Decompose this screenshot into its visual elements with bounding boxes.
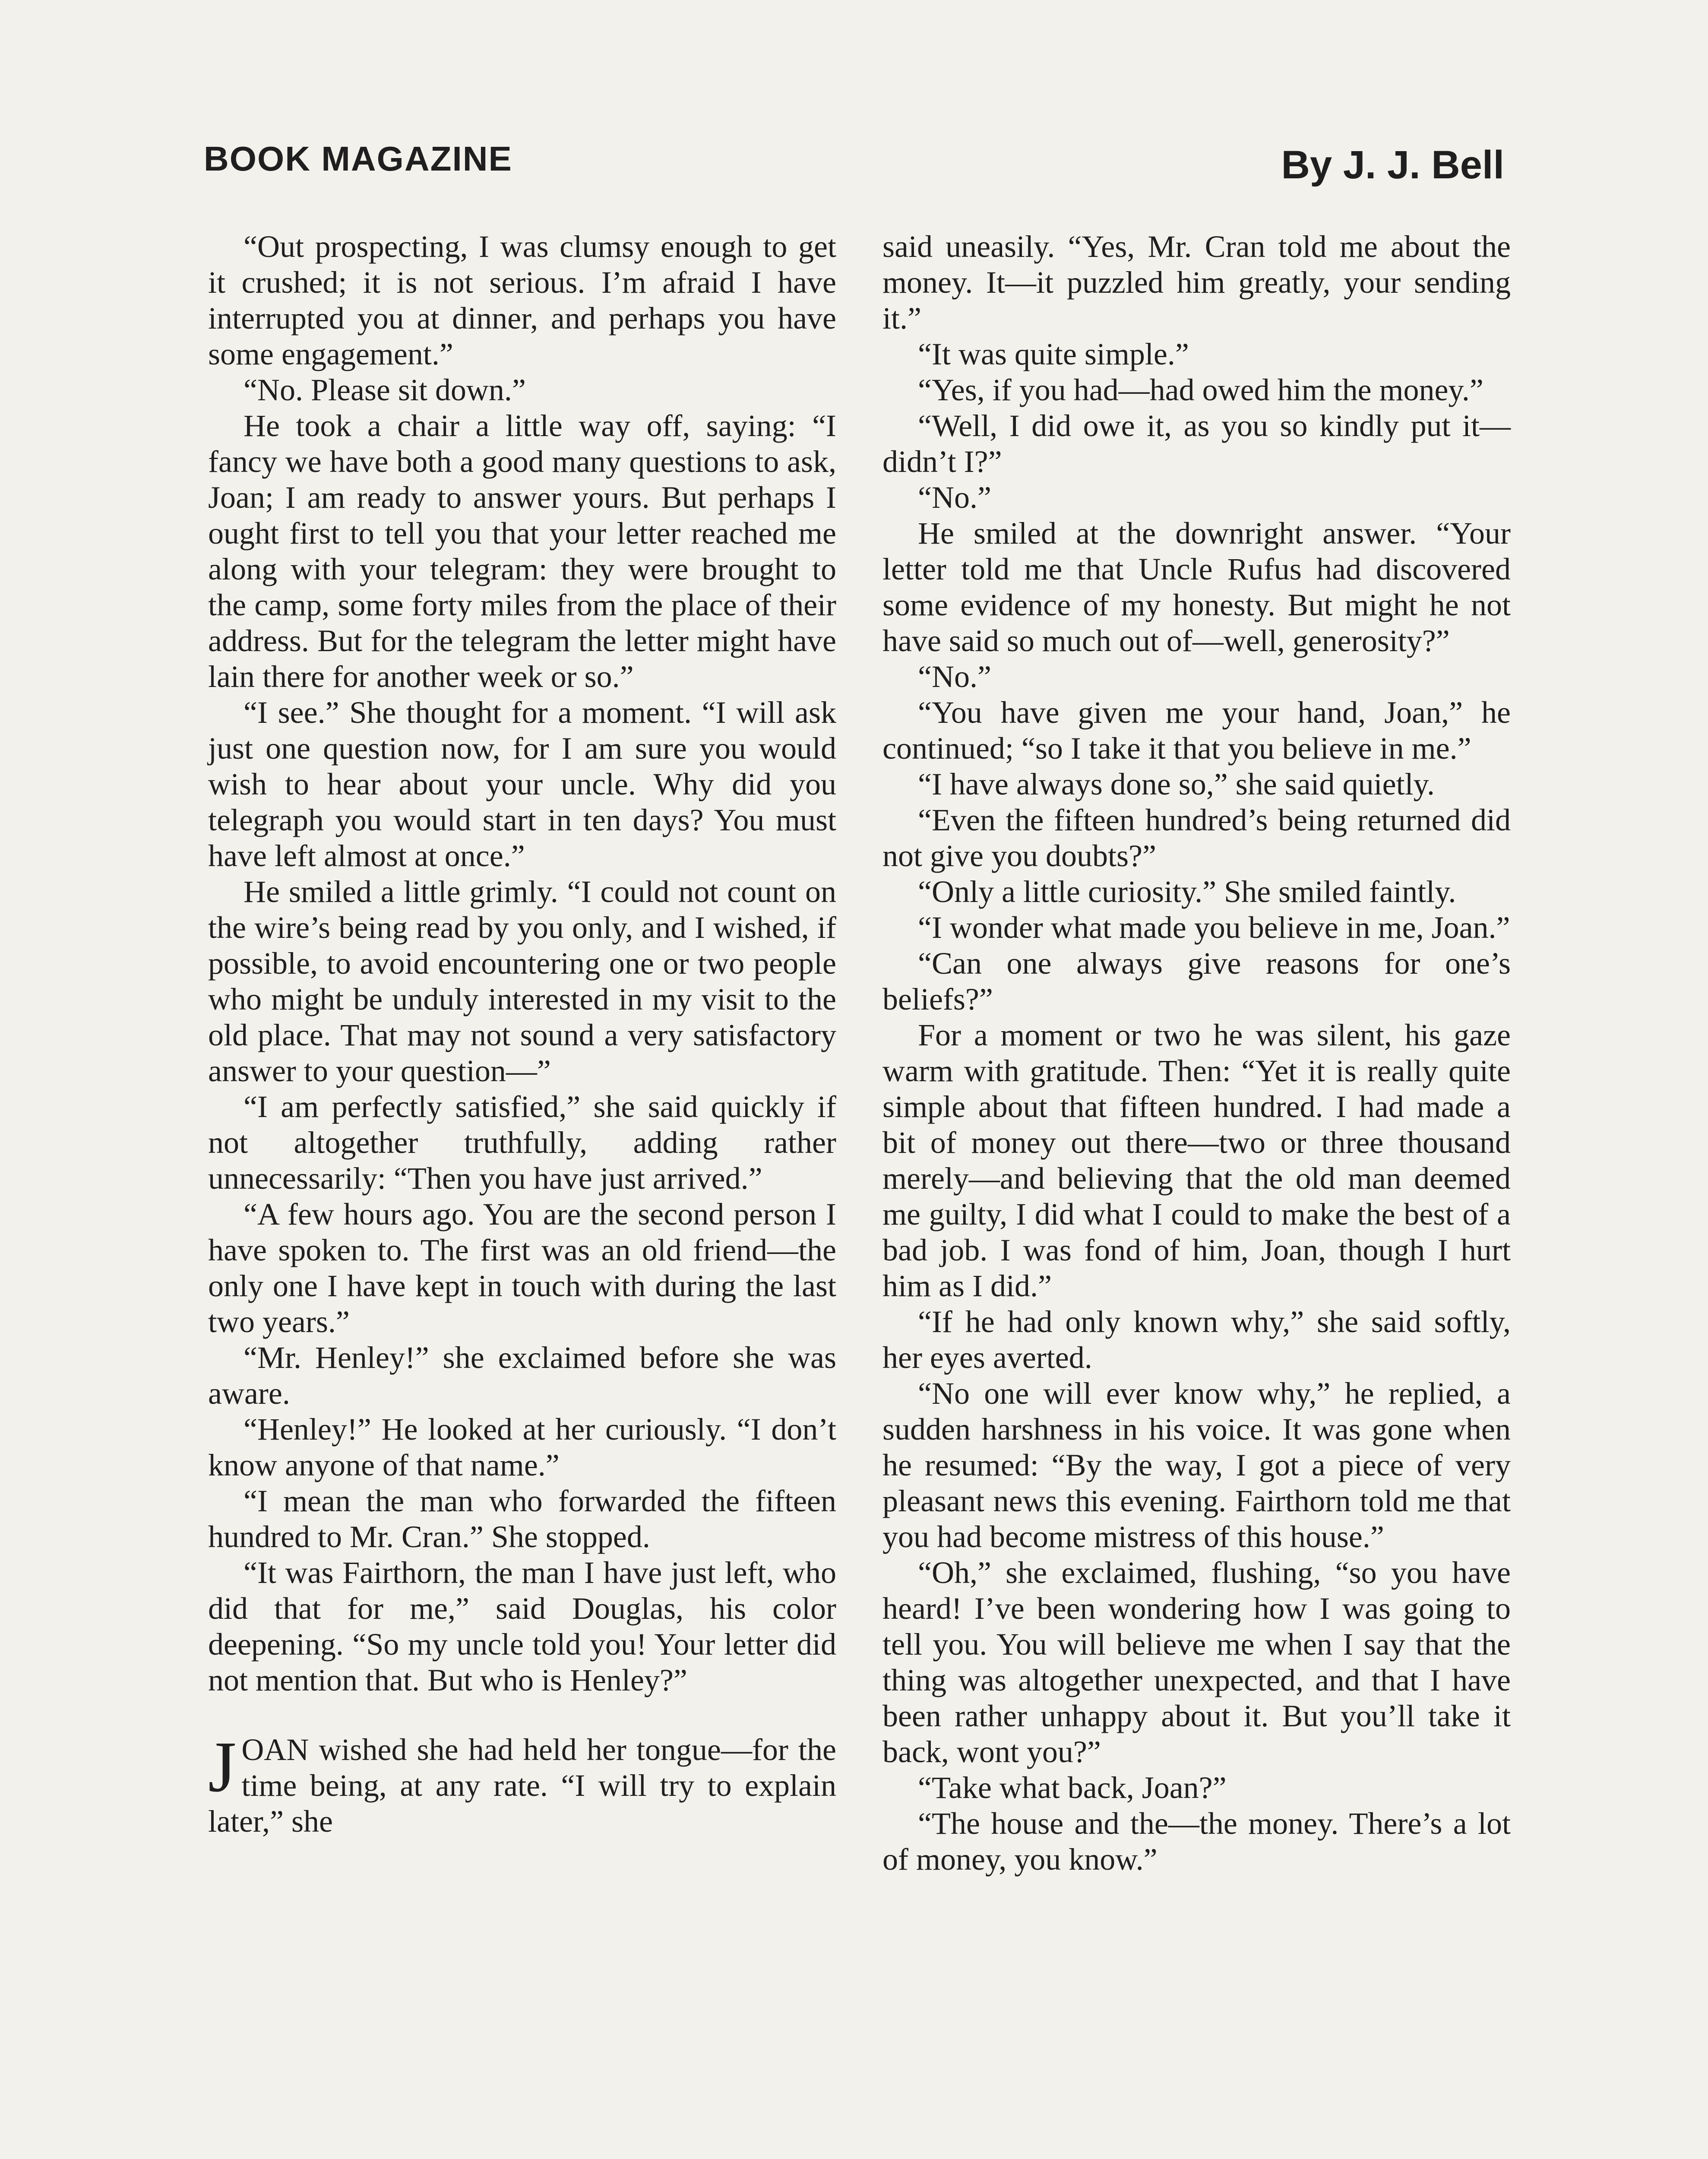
paragraph: “No.” [918,659,991,694]
paragraph: “If he had only known why,” she said softly, her eyes averted. [882,1304,1511,1375]
paragraph: He took a chair a little way off, saying: “I fancy we have both a good many questions to ask, Joan; I am ready to answer yours. But perhaps I ought first to tell you that your letter reached me along with your telegram: they were brought to the camp, some forty miles from the place of their address. But for the telegram the letter might have lain there for another week or so.” [208,408,836,694]
paragraph: “Henley!” He looked at her curiously. “I don’t know anyone of that name.” [208,1412,836,1482]
paragraph: “Mr. Henley!” she exclaimed before she was aware. [208,1340,836,1411]
paragraph: “It was Fairthorn, the man I have just left, who did that for me,” said Douglas, his color deepening. “So my uncle told you! Your letter did not mention that. But who is Henley?” [208,1555,836,1697]
paragraph: He smiled a little grimly. “I could not count on the wire’s being read by you only, and I wished, if possible, to avoid encountering one or two people who might be unduly interested in my visit to the old place. That may not sound a very satisfactory answer to your question—” [208,874,836,1088]
paragraph: “No.” [918,480,991,515]
paragraph: “I have always done so,” she said quietly. [918,767,1435,801]
paragraph: “A few hours ago. You are the second person I have spoken to. The first was an old friend—the only one I have kept in touch with during the last two years.” [208,1197,836,1339]
paragraph: “I mean the man who forwarded the fifteen hundred to Mr. Cran.” She stopped. [208,1484,836,1554]
drop-cap-paragraph [208,1727,836,1839]
paragraph: “Out prospecting, I was clumsy enough to get it crushed; it is not serious. I’m afraid I have interrupted you at dinner, and perhaps you have some engagement.” [208,229,836,371]
paragraph: “No one will ever know why,” he replied, a sudden harshness in his voice. It was gone when he resumed: “By the way, I got a piece of very pleasant news this evening. Fairthorn told me that you had become mistress of this house.” [882,1376,1511,1554]
paragraph-continuation: said uneasily. “Yes, Mr. Cran told me about the money. It—it puzzled him greatly, your sending it.” [882,229,1511,336]
paragraph: “Yes, if you had—had owed him the money.” [918,373,1483,407]
author-byline: By J. J. Bell [1281,143,1504,187]
paragraph: “I wonder what made you believe in me, Joan.” [918,910,1510,945]
paragraph: “Oh,” she exclaimed, flushing, “so you have heard! I’ve been wondering how I was going to tell you. You will believe me when I say that the thing was altogether unexpected, and that I have been rather unhappy about it. But you’ll take it back, wont you?” [882,1555,1511,1769]
magazine-title: BOOK MAGAZINE [204,139,512,178]
paragraph: “Even the fifteen hundred’s being returned did not give you doubts?” [882,803,1511,873]
paragraph: “I see.” She thought for a moment. “I will ask just one question now, for I am sure you would wish to hear about your uncle. Why did you telegraph you would start in ten days? You must have left almost at once.” [208,695,836,873]
left-column [208,229,836,1839]
right-column [882,229,1511,1877]
paragraph: “Well, I did owe it, as you so kindly put it—didn’t I?” [882,408,1511,479]
drop-cap-initial: J [208,1727,237,1807]
paragraph: “I am perfectly satisfied,” she said quickly if not altogether truthfully, adding rather unnecessarily: “Then you have just arrived.” [208,1089,836,1196]
paragraph: “Can one always give reasons for one’s beliefs?” [882,946,1511,1016]
paragraph: “The house and the—the money. There’s a lot of money, you know.” [882,1806,1511,1877]
paragraph: “Take what back, Joan?” [918,1770,1227,1805]
drop-cap-text: OAN wished she had held her tongue—for the time being, at any rate. “I will try to explain later,” she [208,1732,836,1839]
paragraph: “It was quite simple.” [918,337,1189,371]
paragraph: He smiled at the downright answer. “Your letter told me that Uncle Rufus had discovered some evidence of my honesty. But might he not have said so much out of—well, generosity?” [882,516,1511,658]
paragraph: “Only a little curiosity.” She smiled faintly. [918,874,1456,909]
paragraph: “No. Please sit down.” [244,373,526,407]
paragraph: “You have given me your hand, Joan,” he continued; “so I take it that you believe in me.” [882,695,1511,766]
paragraph: For a moment or two he was silent, his gaze warm with gratitude. Then: “Yet it is really quite simple about that fifteen hundred. I had made a bit of money out there—two or three thousand merely—and believing that the old man deemed me guilty, I did what I could to make the best of a bad job. I was fond of him, Joan, though I hurt him as I did.” [882,1018,1511,1303]
